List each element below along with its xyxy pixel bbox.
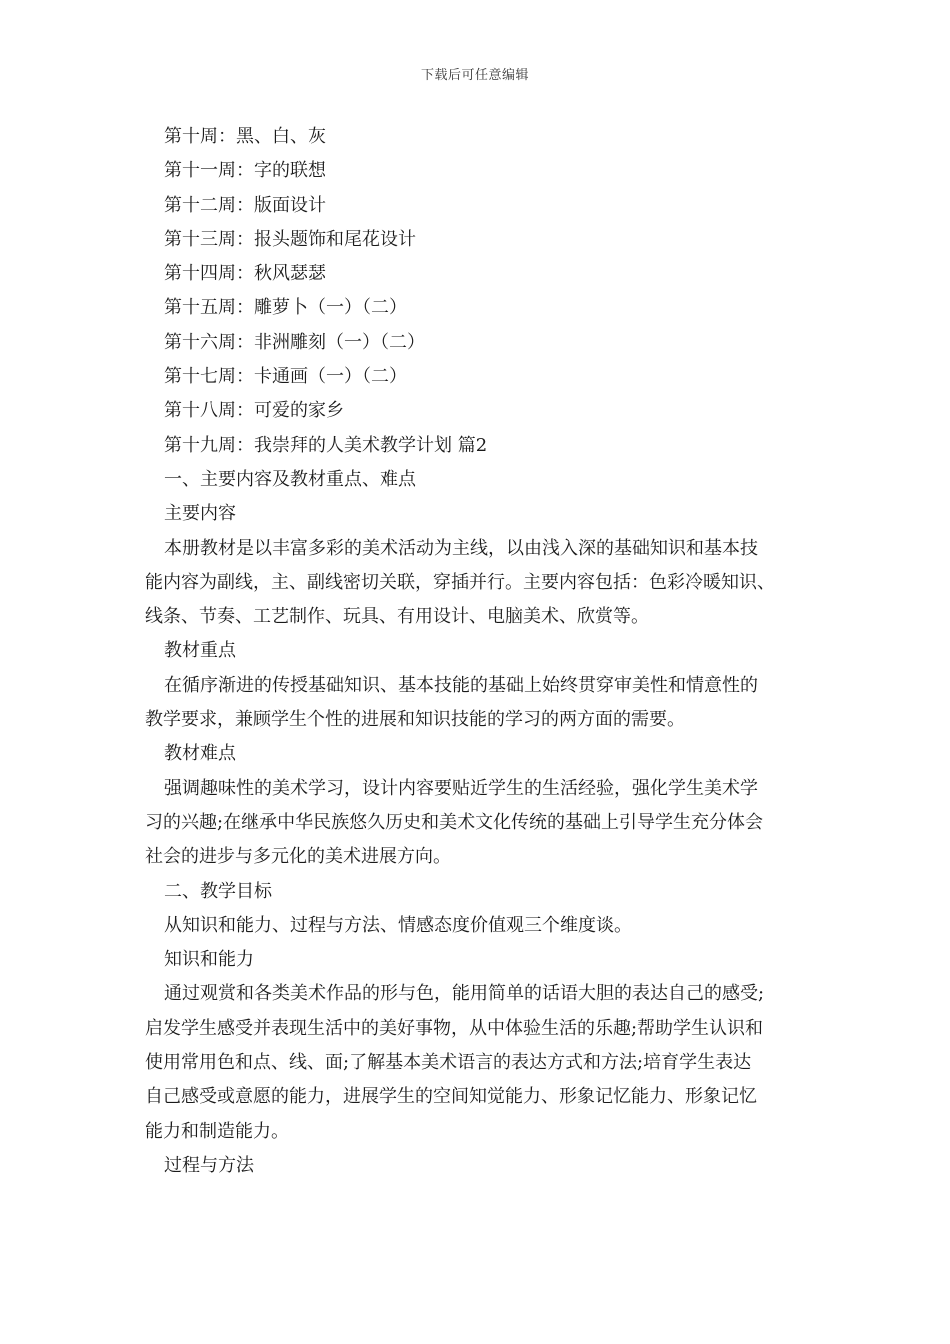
main-content-heading: 主要内容 (164, 503, 236, 525)
page-header-note: 下载后可任意编辑 (420, 68, 529, 83)
section-1-heading: 一、主要内容及教材重点、难点 (164, 468, 416, 490)
week-17: 第十七周：卡通画（一）（二） (164, 366, 407, 388)
knowledge-line-1: 通过观赏和各类美术作品的形与色，能用简单的话语大胆的表达自己的感受; (164, 983, 765, 1005)
key-points-heading: 教材重点 (164, 640, 236, 662)
main-content-line-1: 本册教材是以丰富多彩的美术活动为主线，以由浅入深的基础知识和基本技 (164, 537, 758, 559)
knowledge-line-2: 启发学生感受并表现生活中的美好事物，从中体验生活的乐趣;帮助学生认识和 (145, 1017, 764, 1039)
main-content-line-2: 能内容为副线，主、副线密切关联，穿插并行。主要内容包括：色彩冷暖知识、 (145, 571, 775, 593)
week-15: 第十五周：雕萝卜（一）（二） (164, 297, 407, 319)
document-body (145, 120, 825, 1183)
main-content-line-3: 线条、节奏、工艺制作、玩具、有用设计、电脑美术、欣赏等。 (145, 606, 649, 628)
week-10: 第十周：黑、白、灰 (164, 126, 326, 147)
key-points-line-2: 教学要求，兼顾学生个性的进展和知识技能的学习的两方面的需要。 (145, 709, 685, 731)
week-18: 第十八周：可爱的家乡 (164, 400, 344, 422)
difficulties-line-2: 习的兴趣;在继承中华民族悠久历史和美术文化传统的基础上引导学生充分体会 (145, 811, 764, 833)
difficulties-line-1: 强调趣味性的美术学习，设计内容要贴近学生的生活经验，强化学生美术学 (164, 777, 758, 799)
section-2-intro: 从知识和能力、过程与方法、情感态度价值观三个维度谈。 (164, 914, 632, 936)
knowledge-line-3: 使用常用色和点、线、面;了解基本美术语言的表达方式和方法;培育学生表达 (145, 1052, 752, 1074)
process-heading: 过程与方法 (164, 1154, 254, 1176)
week-14: 第十四周：秋风瑟瑟 (164, 263, 326, 285)
week-12: 第十二周：版面设计 (164, 194, 326, 216)
knowledge-line-4: 自己感受或意愿的能力，进展学生的空间知觉能力、形象记忆能力、形象记忆 (145, 1086, 757, 1108)
section-2-heading: 二、教学目标 (164, 880, 272, 902)
knowledge-line-5: 能力和制造能力。 (145, 1120, 289, 1142)
knowledge-heading: 知识和能力 (164, 949, 254, 971)
week-19-and-plan-title: 第十九周：我崇拜的人美术教学计划 篇2 (164, 434, 488, 456)
difficulties-heading: 教材难点 (164, 743, 236, 765)
week-11: 第十一周：字的联想 (164, 160, 326, 182)
week-16: 第十六周：非洲雕刻（一）（二） (164, 331, 425, 353)
difficulties-line-3: 社会的进步与多元化的美术进展方向。 (145, 846, 451, 868)
key-points-line-1: 在循序渐进的传授基础知识、基本技能的基础上始终贯穿审美性和情意性的 (164, 674, 758, 696)
week-13: 第十三周：报头题饰和尾花设计 (164, 228, 416, 250)
